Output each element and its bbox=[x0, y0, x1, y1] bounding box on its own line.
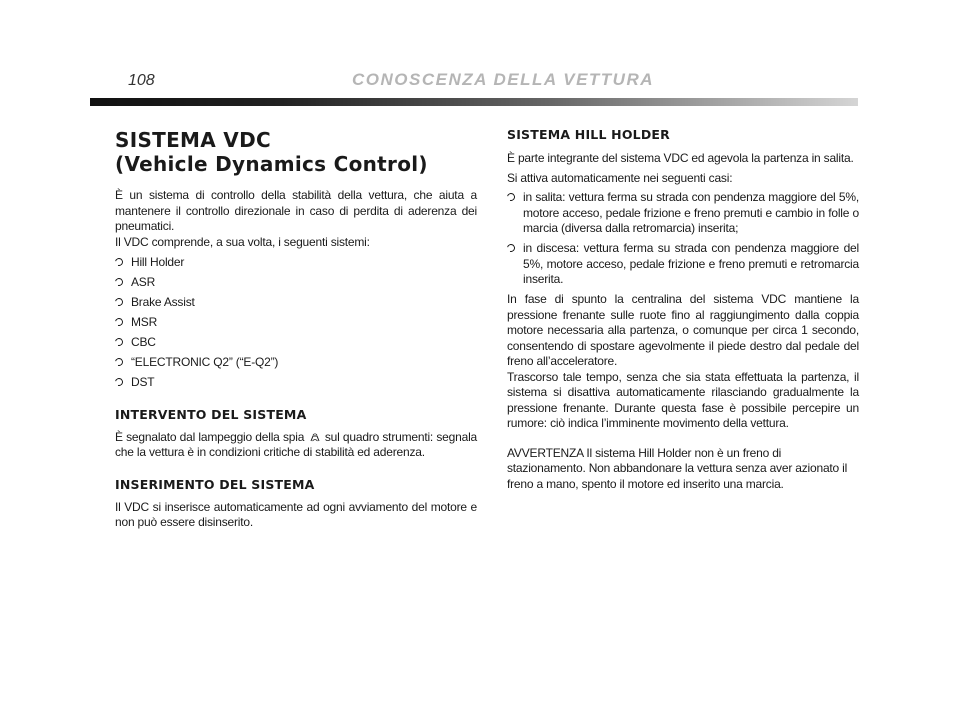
list-item-text: ASR bbox=[131, 275, 156, 289]
bullet-icon bbox=[506, 192, 517, 203]
list-item bbox=[115, 355, 477, 371]
page-number: 108 bbox=[128, 72, 155, 89]
list-item bbox=[115, 375, 477, 391]
bullet-icon bbox=[114, 317, 125, 328]
list-item-text: Hill Holder bbox=[131, 255, 185, 269]
intervention-text-end: sul quadro strumenti: segnala che la vettura è in condizioni critiche di stabilità ed aderenza. bbox=[115, 429, 478, 459]
bullet-icon bbox=[114, 337, 125, 348]
bullet-icon bbox=[114, 257, 125, 268]
left-column bbox=[115, 128, 477, 531]
intervention-text bbox=[115, 430, 477, 461]
insertion-text: Il VDC si inserisce automaticamente ad ogni avviamento del motore e non può essere disinserito. bbox=[115, 499, 477, 529]
bullet-icon bbox=[114, 357, 125, 368]
list-item bbox=[115, 335, 477, 351]
list-item bbox=[115, 315, 477, 331]
intervention-text-start: È segnalato dal lampeggio della spia bbox=[115, 429, 305, 444]
list-item bbox=[507, 241, 859, 288]
hill-holder-activation: Si attiva automaticamente nei seguenti casi: bbox=[507, 170, 733, 185]
list-item bbox=[115, 295, 477, 311]
vdc-warning-light-icon bbox=[310, 432, 320, 442]
hill-holder-warning: AVVERTENZA Il sistema Hill Holder non è un freno di stazionamento. Non abbandonare la vettura senza aver azionato il freno a mano, spento il motore ed inserito una marcia. bbox=[507, 445, 848, 491]
intervention-heading: INTERVENTO DEL SISTEMA bbox=[115, 406, 307, 422]
list-item-text: in discesa: vettura ferma su strada con pendenza maggiore del 5%, motore acceso, pedale frizione e freno premuti e retromarcia inserita. bbox=[523, 241, 859, 286]
section-title: CONOSCENZA DELLA VETTURA bbox=[352, 70, 655, 89]
vdc-comprises: Il VDC comprende, a sua volta, i seguenti sistemi: bbox=[115, 234, 370, 249]
vdc-title-line2: (Vehicle Dynamics Control) bbox=[115, 152, 428, 176]
hill-holder-cases-list bbox=[507, 190, 859, 288]
list-item bbox=[115, 275, 477, 291]
hill-holder-body-2: Trascorso tale tempo, senza che sia stata effettuata la partenza, il sistema si disattiva automaticamente rilasciando gradualmente la pressione frenante. Durante questa fase è possibile percepire un rumore: ciò indica l’imminente movimento della vettura. bbox=[507, 369, 859, 430]
bullet-icon bbox=[506, 243, 517, 254]
hill-holder-body-1: In fase di spunto la centralina del sistema VDC mantiene la pressione frenante sulle ruote fino al raggiungimento dalla coppia motore necessaria alla partenza, o comunque per circa 1 secondo, consentendo di spostare agevolmente il piede destro dal pedale del freno all’acceleratore. bbox=[507, 292, 859, 368]
list-item-text: Brake Assist bbox=[131, 295, 195, 309]
bullet-icon bbox=[114, 377, 125, 388]
insertion-heading: INSERIMENTO DEL SISTEMA bbox=[115, 476, 315, 492]
vdc-intro: È un sistema di controllo della stabilità della vettura, che aiuta a mantenere il controllo direzionale in caso di perdita di aderenza dei pneumatici. bbox=[115, 188, 477, 233]
vdc-systems-list bbox=[115, 255, 477, 391]
bullet-icon bbox=[114, 277, 125, 288]
hill-holder-intro: È parte integrante del sistema VDC ed agevola la partenza in salita. bbox=[507, 151, 854, 165]
list-item-text: DST bbox=[131, 375, 155, 389]
list-item-text: CBC bbox=[131, 335, 156, 349]
vdc-title-line1: SISTEMA VDC bbox=[115, 128, 271, 152]
header-rule bbox=[90, 98, 858, 106]
hill-holder-heading: SISTEMA HILL HOLDER bbox=[507, 127, 670, 142]
bullet-icon bbox=[114, 297, 125, 308]
list-item-text: in salita: vettura ferma su strada con pendenza maggiore del 5%, motore acceso, pedale frizione e freno premuti e cambio in folle o marcia (diversa dalla retromarcia) inserita; bbox=[523, 190, 859, 235]
list-item bbox=[115, 255, 477, 271]
list-item-text: MSR bbox=[131, 315, 158, 329]
list-item-text: “ELECTRONIC Q2” (“E-Q2”) bbox=[131, 355, 279, 369]
right-column bbox=[507, 127, 859, 492]
list-item bbox=[507, 190, 859, 237]
vdc-title bbox=[115, 128, 477, 176]
